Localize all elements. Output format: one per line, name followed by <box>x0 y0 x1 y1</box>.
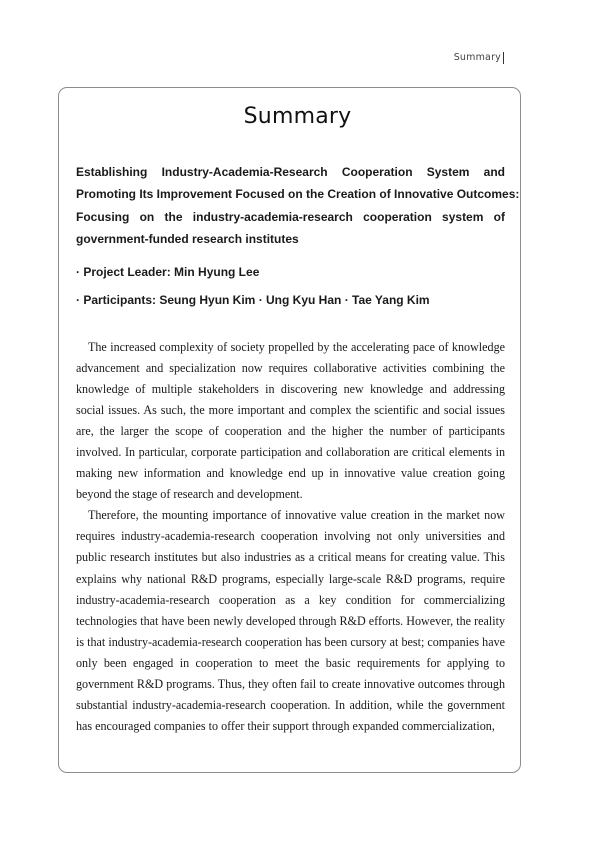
project-leader: · Project Leader: Min Hyung Lee <box>76 265 260 279</box>
summary-heading: Summary <box>243 104 352 129</box>
header-divider <box>503 52 504 64</box>
report-title-line: government-funded research institutes <box>76 231 299 246</box>
report-title-line: Establishing Industry-Academia-Research Cooperation System and <box>76 165 505 179</box>
running-header: Summary <box>453 52 501 63</box>
participants: · Participants: Seung Hyun Kim · Ung Kyu Han · Tae Yang Kim <box>76 293 430 307</box>
body-paragraph: Therefore, the mounting importance of innovative value creation in the market now requires industry-academia-research cooperation involving not only universities and public research institutes but also industries as a critical means for creating value. This explains why national R&D programs, especially large-scale R&D programs, require industry-academia-research cooperation as a key condition for commercializing technologies that have been newly developed through R&D efforts. However, the reality is that industry-academia-research cooperation has been cursory at best; companies have only been engaged in cooperation to meet the basic requirements for applying to government R&D programs. Thus, they often fail to create innovative outcomes through substantial industry-academia-research cooperation. In addition, while the government has encouraged companies to offer their support through expanded commercialization, <box>76 508 505 733</box>
report-title <box>76 161 520 250</box>
body-paragraph: The increased complexity of society propelled by the accelerating pace of knowledge advancement and specialization now requires collaborative activities combining the knowledge of multiple stakeholders in discovering new knowledge and addressing social issues. As such, the more important and complex the scientific and social issues are, the larger the scope of cooperation and the higher the number of participants involved. In particular, corporate participation and collaboration are critical elements in making new information and knowledge end up in innovative value creation going beyond the stage of research and development. <box>76 340 505 502</box>
report-title-line: Focusing on the industry-academia-research cooperation system of <box>76 209 505 224</box>
summary-body <box>76 337 505 737</box>
report-title-line: Promoting Its Improvement Focused on the Creation of Innovative Outcomes: <box>76 187 520 202</box>
